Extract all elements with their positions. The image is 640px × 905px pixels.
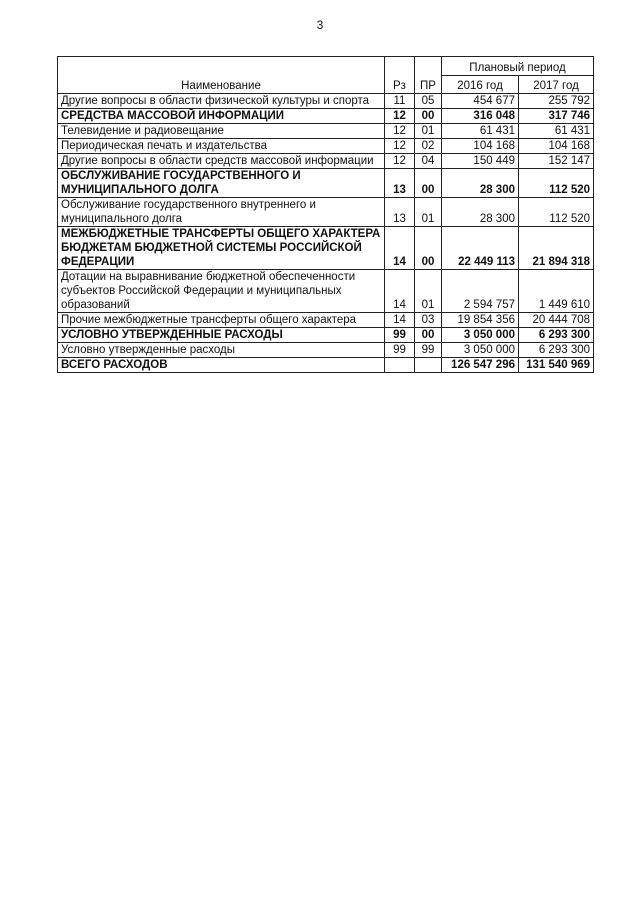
row-name-cell: Другие вопросы в области физической культуры и спорта — [58, 94, 385, 109]
row-2016-cell: 28 300 — [442, 169, 519, 198]
row-pr-cell — [415, 358, 442, 373]
row-2017-cell: 20 444 708 — [519, 313, 594, 328]
row-2017-cell: 6 293 300 — [519, 328, 594, 343]
row-pr-cell: 03 — [415, 313, 442, 328]
table-row — [58, 270, 594, 313]
row-rz-cell: 11 — [385, 94, 415, 109]
row-pr-cell: 01 — [415, 124, 442, 139]
row-rz-cell — [385, 358, 415, 373]
row-rz-cell: 99 — [385, 343, 415, 358]
table-row — [58, 124, 594, 139]
row-name-cell: Прочие межбюджетные трансферты общего характера — [58, 313, 385, 328]
row-name-cell: МЕЖБЮДЖЕТНЫЕ ТРАНСФЕРТЫ ОБЩЕГО ХАРАКТЕРА БЮДЖЕТАМ БЮДЖЕТНОЙ СИСТЕМЫ РОССИЙСКОЙ ФЕДЕРАЦИИ — [58, 227, 385, 270]
row-2016-cell: 19 854 356 — [442, 313, 519, 328]
row-2016-cell: 28 300 — [442, 198, 519, 227]
row-rz-cell: 13 — [385, 169, 415, 198]
page-number: 3 — [316, 18, 324, 32]
row-pr-cell: 05 — [415, 94, 442, 109]
row-pr-cell: 01 — [415, 198, 442, 227]
row-rz-cell: 12 — [385, 124, 415, 139]
row-rz-cell: 12 — [385, 139, 415, 154]
row-2017-cell: 317 746 — [519, 109, 594, 124]
table-row — [58, 109, 594, 124]
table-row — [58, 328, 594, 343]
row-name-cell: Дотации на выравнивание бюджетной обеспеченности субъектов Российской Федерации и муниципальных образований — [58, 270, 385, 313]
row-2017-cell: 112 520 — [519, 198, 594, 227]
row-pr-cell: 99 — [415, 343, 442, 358]
row-name-cell: Телевидение и радиовещание — [58, 124, 385, 139]
table-row — [58, 94, 594, 109]
row-rz-cell: 12 — [385, 154, 415, 169]
row-2017-cell: 61 431 — [519, 124, 594, 139]
row-name-cell: Условно утвержденные расходы — [58, 343, 385, 358]
row-2016-cell: 150 449 — [442, 154, 519, 169]
row-2016-cell: 454 677 — [442, 94, 519, 109]
row-rz-cell: 14 — [385, 227, 415, 270]
row-2016-cell: 126 547 296 — [442, 358, 519, 373]
header-year-2017: 2017 год — [519, 75, 594, 94]
row-rz-cell: 99 — [385, 328, 415, 343]
row-pr-cell: 00 — [415, 169, 442, 198]
header-pr: ПР — [415, 57, 442, 94]
row-pr-cell: 00 — [415, 328, 442, 343]
table-body — [58, 94, 594, 373]
row-2016-cell: 3 050 000 — [442, 343, 519, 358]
row-2017-cell: 131 540 969 — [519, 358, 594, 373]
row-name-cell: УСЛОВНО УТВЕРЖДЕННЫЕ РАСХОДЫ — [58, 328, 385, 343]
row-2016-cell: 3 050 000 — [442, 328, 519, 343]
header-year-2016: 2016 год — [442, 75, 519, 94]
table-row — [58, 154, 594, 169]
header-name: Наименование — [58, 57, 385, 94]
row-2016-cell: 22 449 113 — [442, 227, 519, 270]
row-rz-cell: 14 — [385, 313, 415, 328]
header-planning-period: Плановый период — [442, 57, 594, 76]
header-rz: Рз — [385, 57, 415, 94]
row-pr-cell: 01 — [415, 270, 442, 313]
row-name-cell: ВСЕГО РАСХОДОВ — [58, 358, 385, 373]
row-2017-cell: 255 792 — [519, 94, 594, 109]
row-rz-cell: 14 — [385, 270, 415, 313]
table-row — [58, 198, 594, 227]
row-2016-cell: 104 168 — [442, 139, 519, 154]
row-pr-cell: 02 — [415, 139, 442, 154]
row-name-cell: Периодическая печать и издательства — [58, 139, 385, 154]
row-rz-cell: 12 — [385, 109, 415, 124]
table-row — [58, 313, 594, 328]
row-2017-cell: 1 449 610 — [519, 270, 594, 313]
row-2016-cell: 2 594 757 — [442, 270, 519, 313]
row-2017-cell: 112 520 — [519, 169, 594, 198]
row-name-cell: Обслуживание государственного внутреннего и муниципального долга — [58, 198, 385, 227]
row-2017-cell: 152 147 — [519, 154, 594, 169]
budget-table — [57, 56, 594, 373]
table-row — [58, 343, 594, 358]
row-name-cell: СРЕДСТВА МАССОВОЙ ИНФОРМАЦИИ — [58, 109, 385, 124]
table-row — [58, 139, 594, 154]
table-row — [58, 358, 594, 373]
row-pr-cell: 00 — [415, 109, 442, 124]
row-name-cell: Другие вопросы в области средств массовой информации — [58, 154, 385, 169]
row-2017-cell: 104 168 — [519, 139, 594, 154]
row-rz-cell: 13 — [385, 198, 415, 227]
row-name-cell: ОБСЛУЖИВАНИЕ ГОСУДАРСТВЕННОГО И МУНИЦИПАЛЬНОГО ДОЛГА — [58, 169, 385, 198]
table-row — [58, 227, 594, 270]
row-2016-cell: 316 048 — [442, 109, 519, 124]
table-row — [58, 169, 594, 198]
row-2017-cell: 6 293 300 — [519, 343, 594, 358]
row-pr-cell: 00 — [415, 227, 442, 270]
row-pr-cell: 04 — [415, 154, 442, 169]
row-2016-cell: 61 431 — [442, 124, 519, 139]
row-2017-cell: 21 894 318 — [519, 227, 594, 270]
